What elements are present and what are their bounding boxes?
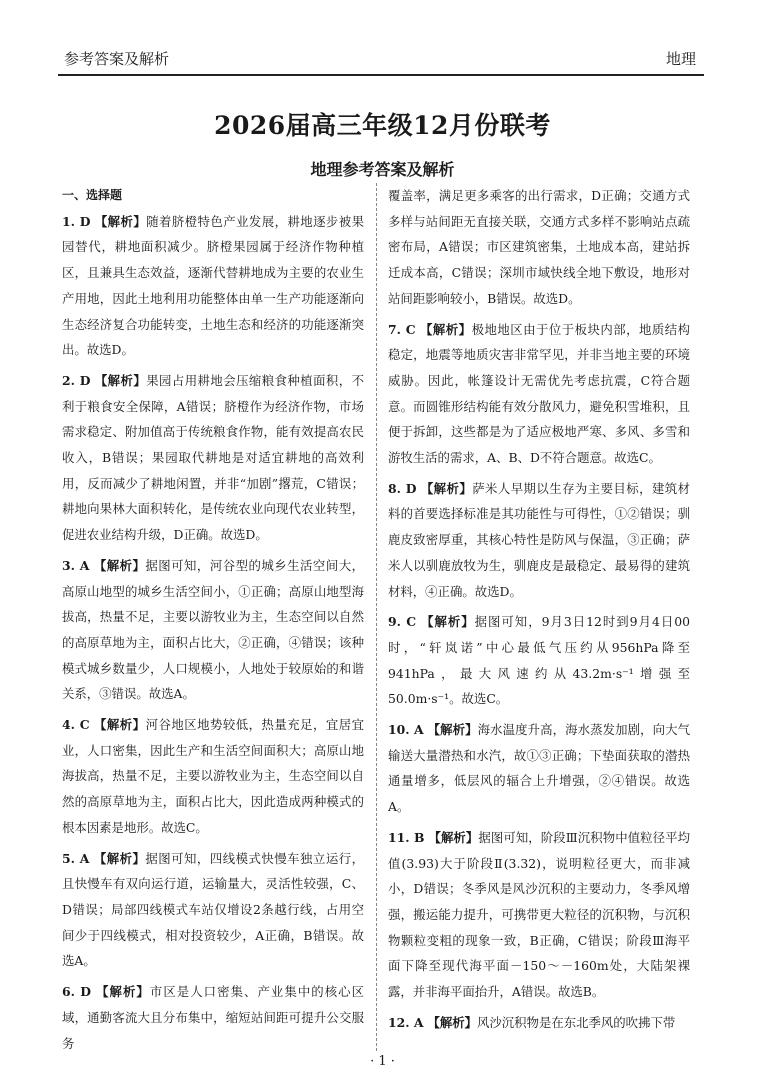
analysis-tag: 【解析】 [420,480,473,496]
right-column [388,183,690,1041]
header-subject-label: 地理 [665,50,696,68]
answer-number: 7. C [388,321,416,337]
analysis-tag: 【解析】 [93,557,146,573]
answer-number: 3. A [62,557,90,573]
analysis-tag: 【解析】 [428,829,479,845]
answer-item [388,717,690,820]
answer-number: 11. B [388,829,425,845]
answer-text: 海水温度升高，海水蒸发加剧，向大气输送大量潜热和水汽，故①③正确；下垫面获取的潜热通量增多，低层风的辐合上升增强，②④错误。故选A。 [388,722,690,815]
answer-item [388,317,690,471]
answer-text: 极地地区由于位于板块内部，地质结构稳定，地震等地质灾害非常罕见，并非当地主要的环境威胁。因此，帐篷设计无需优先考虑抗震，C符合题意。而圆锥形结构能有效分散风力，避免积雪堆积，且便于拆卸，这些都是为了适应极地严寒、多风、多雪和游牧生活的需求，A、B、D不符合题意。故选C。 [388,321,690,466]
column-divider [376,183,377,1051]
answer-text: 果园占用耕地会压缩粮食种植面积，不利于粮食安全保障，A错误；脐橙作为经济作物，市场需求稳定、附加值高于传统粮食作物，能有效提高农民收入，B错误；果园取代耕地是对适宜耕地的高效利用，反而减少了耕地闲置，并非“加剧”撂荒，C错误；耕地向果林大面积转化，是传统农业向现代农业转型，促进农业结构升级，D正确。故选D。 [62,372,365,543]
page-subtitle: 地理参考答案及解析 [310,160,455,179]
answer-continuation: 覆盖率，满足更多乘客的出行需求，D正确；交通方式多样与站间距无直接关联，交通方式多样不影响站点疏密布局，A错误；市区建筑密集，土地成本高，建站拆迁成本高，C错误；深圳市域快线全地下敷设，地形对站间距影响较小，B错误。故选D。 [388,188,690,306]
answer-text: 据图可知，四线模式快慢车独立运行，且快慢车有双向运行道，运输量大，灵活性较强，C、D错误；局部四线模式车站仅增设2条越行线，占用空间少于四线模式，相对投资较少，A正确，B错误。故选A。 [62,850,364,969]
answer-item [62,979,364,1056]
answer-item [388,476,690,605]
analysis-tag: 【解析】 [96,984,150,1000]
answer-text: 据图可知，河谷型的城乡生活空间大，高原山地型的城乡生活空间小，①正确；高原山地型海拔高，热量不足，主要以游牧业为主，生态空间以自然的高原草地为主，面积占比大，②正确，④错误；该种模式城乡数量少，人口规模小，人地处于较原始的和谐关系，③错误。故选A。 [62,557,364,702]
answer-number: 2. D [62,372,91,388]
answer-item [62,712,364,841]
answer-number: 4. C [62,717,90,733]
analysis-tag: 【解析】 [94,213,147,229]
answer-number: 9. C [388,614,417,630]
section-heading: 一、选择题 [62,188,123,202]
answer-text: 风沙沉积物是在东北季风的吹拂下带 [477,1014,676,1030]
analysis-tag: 【解析】 [421,614,475,630]
answer-item [62,209,364,363]
left-column [62,183,364,1061]
answer-number: 10. A [388,722,424,738]
analysis-tag: 【解析】 [93,850,146,866]
analysis-tag: 【解析】 [94,372,147,388]
answer-number: 12. A [388,1014,424,1030]
page-header [58,40,704,76]
answer-item [388,825,690,1005]
answer-item [62,553,364,707]
answer-number: 6. D [62,984,92,1000]
answer-item [388,609,690,712]
header-left-label: 参考答案及解析 [64,50,170,68]
analysis-tag: 【解析】 [420,321,472,337]
answer-number: 5. A [62,850,90,866]
answer-text: 河谷地区地势较低，热量充足，宜居宜业，人口密集，因此生产和生活空间面积大；高原山地海拔高，热量不足，主要以游牧业为主，生态空间以自然的高原草地为主，面积占比大，因此造成两种模式的根本因素是地形。故选C。 [62,717,364,835]
page-number: · 1 · [370,1054,395,1069]
answer-number: 8. D [388,480,417,496]
answer-text: 据图可知，9月3日12时到9月4日00时，“轩岚诺”中心最低气压约从956hPa降至941hPa，最大风速约从43.2m·s⁻¹增强至50.0m·s⁻¹。故选C。 [388,614,690,707]
answer-text: 萨米人早期以生存为主要目标，建筑材料的首要选择标准是其功能性与可得性，①②错误；驯鹿皮致密厚重，其核心特性是防风与保温，③正确；萨米人以驯鹿放牧为生，驯鹿皮是最稳定、最易得的建筑材料，④正确。故选D。 [388,480,691,599]
answer-item [62,368,364,548]
answer-text: 据图可知，阶段Ⅲ沉积物中值粒径平均值(3.93)大于阶段Ⅱ(3.32)，说明粒径更大，而非减小，D错误；冬季风是风沙沉积的主要动力，冬季风增强，搬运能力提升，可携带更大粒径的沉积物，与沉积物颗粒变粗的现象一致，B正确，C错误；阶段Ⅲ海平面下降至现代海平面－150～－160m处，大陆架裸露，并非海平面抬升，A错误。故选B。 [388,829,690,1000]
analysis-tag: 【解析】 [94,717,146,733]
answer-number: 1. D [62,213,91,229]
answer-text: 随着脐橙特色产业发展，耕地逐步被果园替代，耕地面积减少。脐橙果园属于经济作物种植区，且兼具生态效益，逐渐代替耕地成为主要的农业生产用地，因此土地利用功能整体由单一生产功能逐渐向生态经济复合功能转变，土地生态和经济的功能逐渐突出。故选D。 [62,213,365,358]
analysis-tag: 【解析】 [427,722,478,738]
page-title: 2026届高三年级12月份联考 [214,111,551,140]
analysis-tag: 【解析】 [427,1014,477,1030]
answer-text: 市区是人口密集、产业集中的核心区域，通勤客流大且分布集中，缩短站间距可提升公交服务 [62,984,365,1051]
answer-item [62,846,364,975]
answer-item [388,1010,690,1036]
